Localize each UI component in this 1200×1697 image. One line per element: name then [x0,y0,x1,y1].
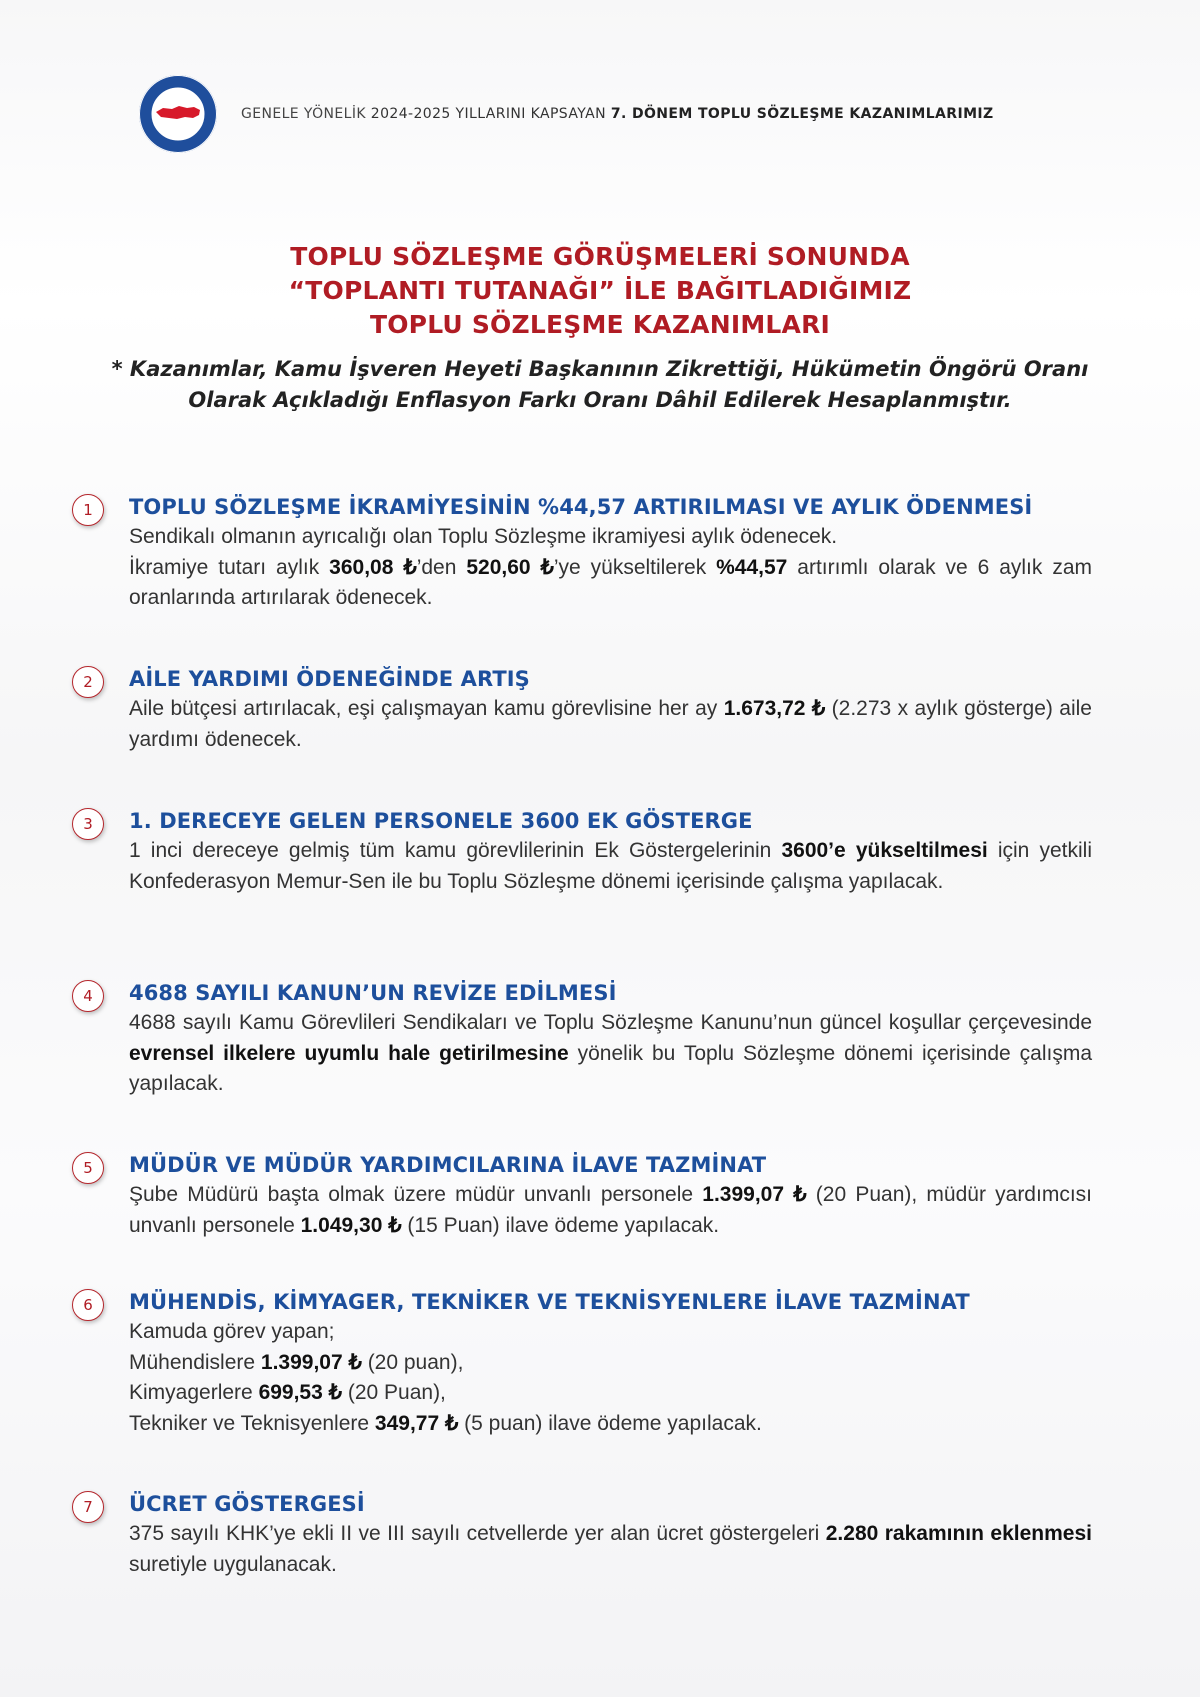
item-heading: TOPLU SÖZLEŞME İKRAMİYESİNİN %44,57 ARTIRILMASI VE AYLIK ÖDENMESİ [129,495,1033,519]
item-heading: MÜDÜR VE MÜDÜR YARDIMCILARINA İLAVE TAZMİNAT [129,1153,767,1177]
item-heading: AİLE YARDIMI ÖDENEĞİNDE ARTIŞ [129,667,530,691]
gain-item-6 [72,1287,1092,1489]
main-title-line2: “TOPLANTI TUTANAĞI” İLE BAĞITLADIĞIMIZ [288,276,912,305]
item-number-badge: 2 [72,666,104,698]
item-heading: 1. DERECEYE GELEN PERSONELE 3600 EK GÖSTERGE [129,809,753,833]
item-number-badge: 3 [72,808,104,840]
gains-list [72,492,1092,1589]
item-number-badge: 4 [72,980,104,1012]
gain-item-7 [72,1489,1092,1589]
item-number-badge: 6 [72,1289,104,1321]
item-text-line1: Sendikalı olmanın ayrıcalığı olan Toplu Sözleşme ikramiyesi aylık ödenecek. [129,525,838,548]
item-text: 375 sayılı KHK’ye ekli II ve III sayılı cetvellerde yer alan ücret göstergeleri 2.280 rakamının eklenmesi suretiyle uygulanacak. [129,1522,1092,1576]
item-text-line1: Kamuda görev yapan; [129,1320,335,1343]
gain-item-1 [72,492,1092,664]
item-heading: MÜHENDİS, KİMYAGER, TEKNİKER VE TEKNİSYENLERE İLAVE TAZMİNAT [129,1290,970,1314]
header-title-part3: 7. DÖNEM TOPLU SÖZLEŞME KAZANIMLARIMIZ [610,106,994,122]
item-text: 1 inci dereceye gelmiş tüm kamu görevlilerinin Ek Göstergelerinin 3600’e yükseltilmesi için yetkili Konfederasyon Memur-Sen ile bu Toplu Sözleşme dönemi içerisinde çalışma yapılacak. [129,839,1092,893]
item-text: İkramiye tutarı aylık 360,08 ₺’den 520,60 ₺’ye yükseltilerek %44,57 artırımlı olarak ve 6 aylık zam oranlarında artırılarak ödenecek. [129,555,1092,609]
calculation-note-line1: * Kazanımlar, Kamu İşveren Heyeti Başkanının Zikrettiği, Hükümetin Öngörü Oranı [111,357,1089,381]
item-text-line3: Kimyagerlere 699,53 ₺ (20 Puan), [129,1381,446,1404]
item-text-line4: Tekniker ve Teknisyenlere 349,77 ₺ (5 puan) ilave ödeme yapılacak. [129,1411,762,1435]
main-title-block [100,240,1100,416]
gain-item-4 [72,978,1092,1150]
gain-item-2 [72,664,1092,806]
gain-item-3 [72,806,1092,978]
header-title-part1: GENELE YÖNELİK [241,106,371,122]
turkey-map-emblem-icon [139,75,217,153]
item-number-badge: 7 [72,1491,104,1523]
memur-sen-logo [139,75,217,153]
header-title-part2: 2024-2025 YILLARINI KAPSAYAN [370,106,611,122]
gain-item-5 [72,1150,1092,1287]
item-text-line2: Mühendislere 1.399,07 ₺ (20 puan), [129,1350,464,1374]
item-text: Aile bütçesi artırılacak, eşi çalışmayan kamu görevlisine her ay 1.673,72 ₺ (2.273 x aylık gösterge) aile yardımı ödenecek. [129,697,1092,751]
item-number-badge: 1 [72,494,104,526]
main-title-line1: TOPLU SÖZLEŞME GÖRÜŞMELERİ SONUNDA [290,242,910,271]
calculation-note-line2: Olarak Açıkladığı Enflasyon Farkı Oranı Dâhil Edilerek Hesaplanmıştır. [188,388,1012,412]
main-title-line3: TOPLU SÖZLEŞME KAZANIMLARI [369,310,831,339]
item-heading: ÜCRET GÖSTERGESİ [129,1492,365,1516]
item-text: Şube Müdürü başta olmak üzere müdür unvanlı personele 1.399,07 ₺ (20 Puan), müdür yardımcısı unvanlı personele 1.049,30 ₺ (15 Puan) ilave ödeme yapılacak. [129,1183,1092,1237]
item-heading: 4688 SAYILI KANUN’UN REVİZE EDİLMESİ [129,981,617,1005]
header-title [241,106,994,122]
item-text: 4688 sayılı Kamu Görevlileri Sendikaları ve Toplu Sözleşme Kanunu’nun güncel koşullar çerçevesinde evrensel ilkelere uyumlu hale getirilmesine yönelik bu Toplu Sözleşme dönemi içerisinde çalışma yapılacak. [129,1011,1093,1095]
item-number-badge: 5 [72,1152,104,1184]
page-header [139,76,1069,152]
calculation-note [100,354,1100,416]
